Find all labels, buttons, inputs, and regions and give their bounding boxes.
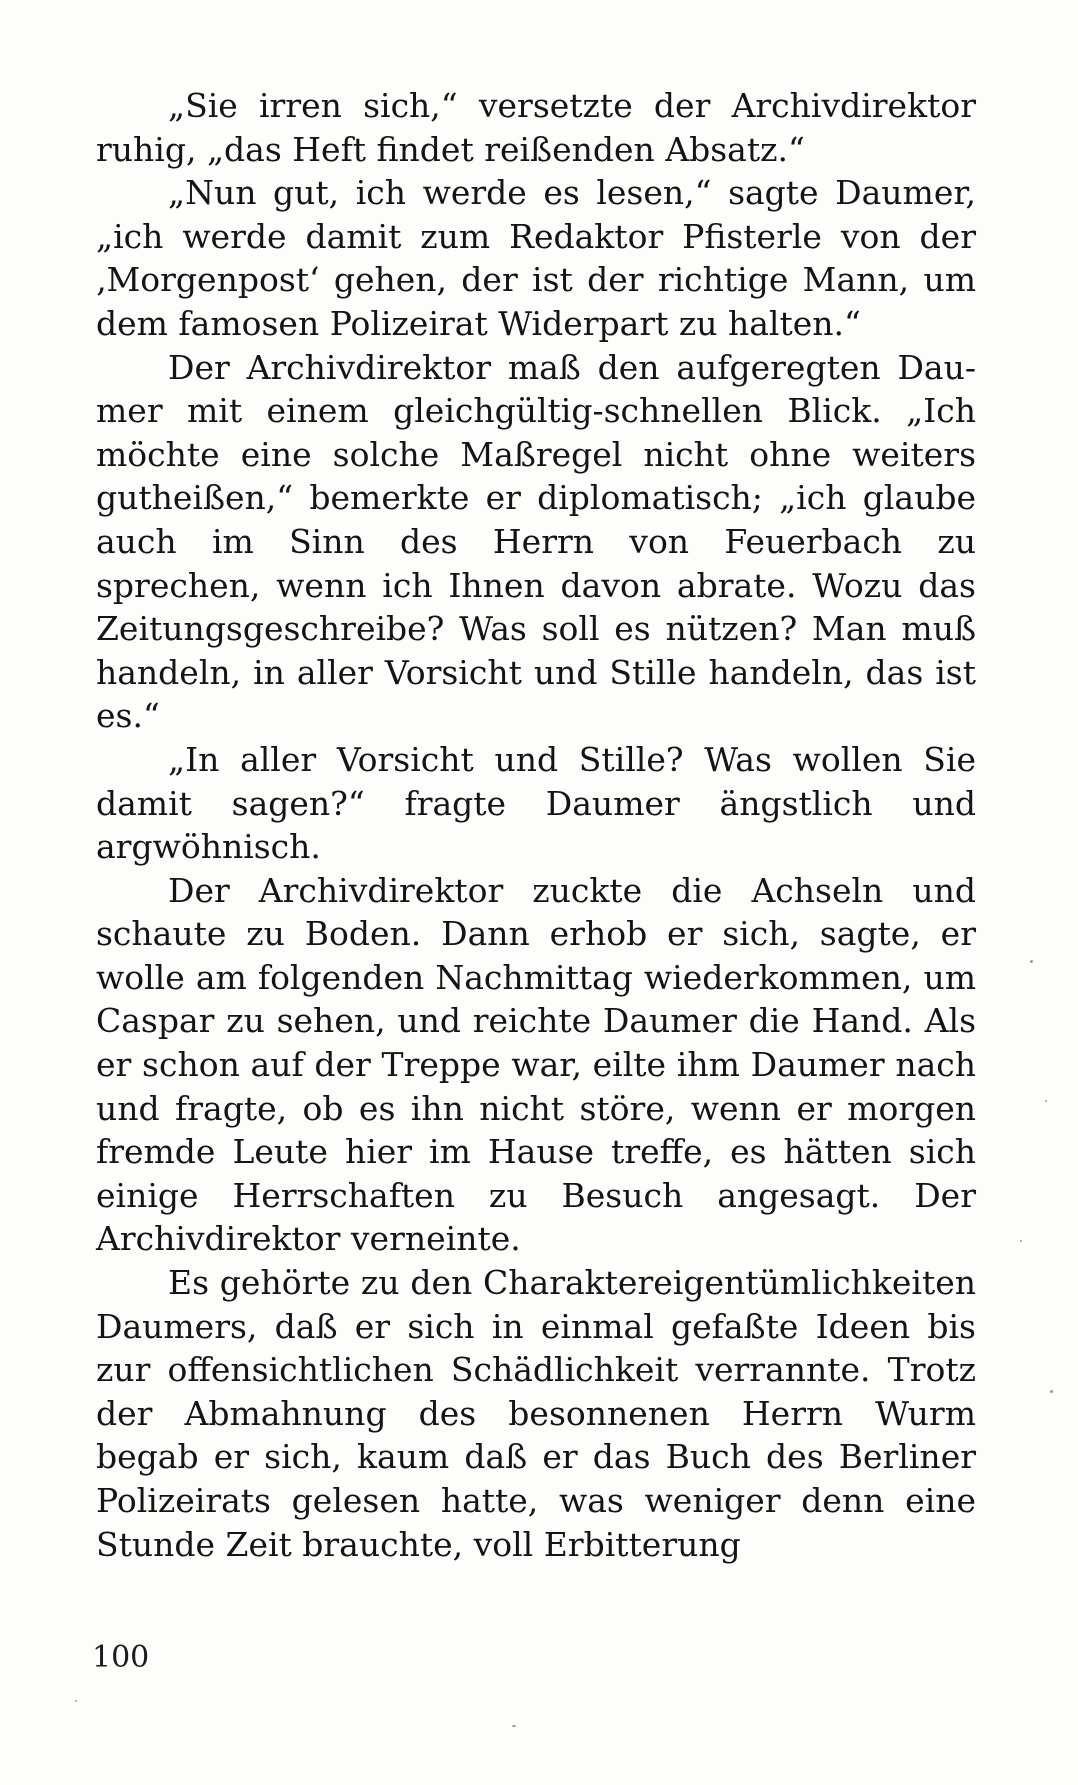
body-text bbox=[96, 84, 976, 1566]
page-number: 100 bbox=[92, 1640, 150, 1675]
paper-speck bbox=[1050, 1390, 1053, 1393]
paragraph-6: Es gehörte zu den Charaktereigentümlichkeiten Daumers, daß er sich in einmal gefaßte Ideen bis zur offensichtlichen Schädlichkeit verrannte. Trotz der Abmahnung des besonnenen Herrn Wurm begab er sich, kaum daß er das Buch des Berliner Polizeirats gelesen hatte, was weniger denn eine Stunde Zeit brauchte, voll Erbitterung bbox=[96, 1263, 976, 1564]
paragraph-5: Der Archivdirektor zuckte die Achseln und schaute zu Boden. Dann erhob er sich, sagte, er wolle am folgenden Nachmittag wiederkommen, um Caspar zu sehen, und reichte Daumer die Hand. Als er schon auf der Treppe war, eilte ihm Daumer nach und fragte, ob es ihn nicht störe, wenn er morgen fremde Leute hier im Hause treffe, es hätten sich einige Herrschaften zu Besuch angesagt. Der Archivdirektor verneinte. bbox=[96, 870, 976, 1259]
paragraph-3: Der Archivdirektor maß den aufgeregten Daumer mit einem gleichgültig-schnellen Blick. „Ich möchte eine solche Maßregel nicht ohne weiters gutheißen,“ bemerkte er diplomatisch; „ich glaube auch im Sinn des Herrn von Feuerbach zu sprechen, wenn ich Ihnen davon abrate. Wozu das Zeitungsgeschreibe? Was soll es nützen? Man muß handeln, in aller Vorsicht und Stille handeln, das ist es.“ bbox=[96, 347, 976, 736]
paragraph-4: „In aller Vorsicht und Stille? Was wollen Sie damit sagen?“ fragte Daumer ängstlich und argwöhnisch. bbox=[96, 739, 976, 867]
paper-speck bbox=[1045, 1100, 1047, 1102]
paper-speck bbox=[1020, 1240, 1022, 1242]
paragraph-2: „Nun gut, ich werde es lesen,“ sagte Daumer, „ich werde damit zum Redaktor Pfisterle von der ‚Morgenpost‘ gehen, der ist der richtige Mann, um dem famosen Polizeirat Widerpart zu halten.“ bbox=[96, 173, 976, 343]
paper-speck bbox=[512, 1725, 516, 1727]
paper-speck bbox=[75, 1700, 77, 1702]
paragraph-1: „Sie irren sich,“ versetzte der Archivdirektor ruhig, „das Heft findet reißenden Absatz.“ bbox=[96, 86, 976, 169]
paper-speck bbox=[1030, 960, 1033, 963]
